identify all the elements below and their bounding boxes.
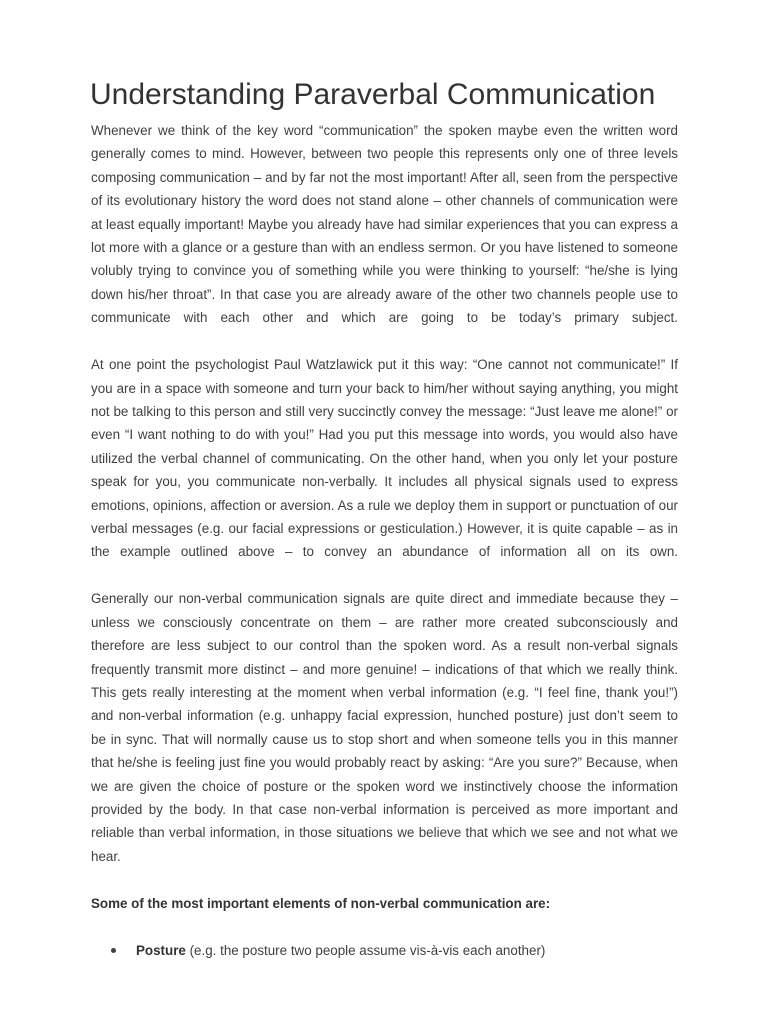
list-item-term: Posture	[136, 942, 186, 958]
page-title: Understanding Paraverbal Communication	[90, 78, 656, 111]
elements-list	[91, 939, 678, 962]
list-item	[91, 939, 678, 962]
list-item-text: (e.g. the posture two people assume vis-à-vis each another)	[185, 942, 546, 958]
paragraph-1: Whenever we think of the key word “communication” the spoken maybe even the written word generally comes to mind. However, between two people this represents only one of three levels composing communication – and by far not the most important! After all, seen from the perspective of its evolutionary history the word does not stand alone – other channels of communication were at least equally important! Maybe you already have had similar experiences that you can express a lot more with a glance or a gesture than with an endless sermon. Or you have listened to someone volubly trying to convince you of something while you were thinking to yourself: “he/she is lying down his/her throat”. In that case you are already aware of the other two channels people use to communicate with each other and which are going to be today’s primary subject.	[91, 123, 678, 326]
list-heading: Some of the most important elements of non-verbal communication are:	[91, 895, 551, 911]
paragraph-2: At one point the psychologist Paul Watzlawick put it this way: “One cannot not communicate!” If you are in a space with someone and turn your back to him/her without saying anything, you might not be talking to this person and still very succinctly convey the message: “Just leave me alone!” or even “I want nothing to do with you!” Had you put this message into words, you would also have utilized the verbal channel of communicating. On the other hand, when you only let your posture speak for you, you communicate non-verbally. It includes all physical signals used to express emotions, opinions, affection or aversion. As a rule we deploy them in support or punctuation of our verbal messages (e.g. our facial expressions or gesticulation.) However, it is quite capable – as in the example outlined above – to convey an abundance of information all on its own.	[91, 357, 678, 560]
bullet-icon	[111, 948, 116, 953]
paragraph-3: Generally our non-verbal communication signals are quite direct and immediate because they – unless we consciously concentrate on them – are rather more created subconsciously and therefore are less subject to our control than the spoken word. As a result non-verbal signals frequently transmit more distinct – and more genuine! – indications of that which we really think. This gets really interesting at the moment when verbal information (e.g. “I feel fine, thank you!”) and non-verbal information (e.g. unhappy facial expression, hunched posture) just don’t seem to be in sync. That will normally cause us to stop short and when someone tells you in this manner that he/she is feeling just fine you would probably react by asking: “Are you sure?” Because, when we are given the choice of posture or the spoken word we instinctively choose the information provided by the body. In that case non-verbal information is perceived as more important and reliable than verbal information, in those situations we believe that which we see and not what we hear.	[91, 591, 678, 864]
document-body	[91, 119, 678, 962]
